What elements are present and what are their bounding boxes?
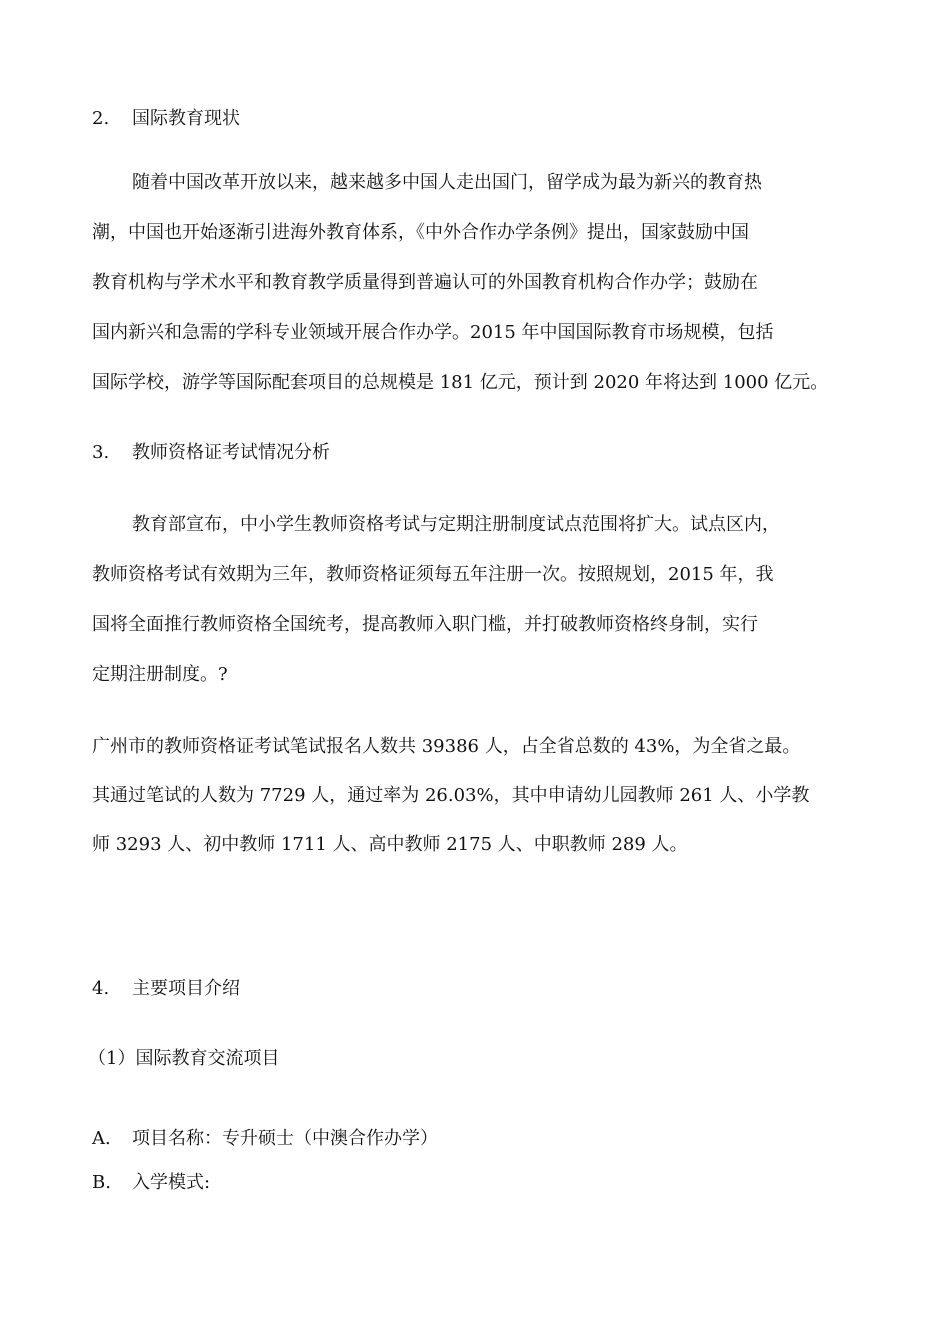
- paragraph-line: 定期注册制度。?: [92, 664, 228, 685]
- item-marker: A.: [92, 1128, 111, 1149]
- paragraph-line: 国将全面推行教师资格全国统考，提高教师入职门槛，并打破教师资格终身制，实行: [92, 614, 758, 635]
- project-item-a: [92, 1126, 438, 1152]
- paragraph-line: 随着中国改革开放以来，越来越多中国人走出国门，留学成为最为新兴的教育热: [132, 172, 762, 193]
- paragraph-line: 广州市的教师资格证考试笔试报名人数共 39386 人，占全省总数的 43%，为全省之最。: [92, 736, 801, 757]
- section-number: 4.: [92, 978, 110, 999]
- section-number: 3.: [92, 442, 110, 463]
- paragraph-line: 潮，中国也开始逐渐引进海外教育体系，《中外合作办学条例》提出，国家鼓励中国: [92, 222, 749, 243]
- paragraph-line: 国际学校，游学等国际配套项目的总规模是 181 亿元，预计到 2020 年将达到 1000 亿元。: [92, 372, 829, 393]
- paragraph-line: 教育部宣布，中小学生教师资格考试与定期注册制度试点范围将扩大。试点区内，: [132, 514, 780, 535]
- section-number: 2.: [92, 108, 110, 129]
- project-item-b: [92, 1170, 210, 1196]
- section-title: 国际教育现状: [132, 108, 240, 129]
- section-title: 主要项目介绍: [132, 978, 240, 999]
- paragraph-line: 其通过笔试的人数为 7729 人，通过率为 26.03%，其中申请幼儿园教师 261 人、小学教: [92, 785, 810, 806]
- subsection-heading: （1）国际教育交流项目: [88, 1048, 280, 1069]
- paragraph-line: 教育机构与学术水平和教育教学质量得到普遍认可的外国教育机构合作办学；鼓励在: [92, 272, 758, 293]
- section-3-heading: [92, 440, 330, 466]
- item-marker: B.: [92, 1172, 111, 1193]
- paragraph-line: 教师资格考试有效期为三年，教师资格证须每五年注册一次。按照规划，2015 年，我: [92, 564, 774, 585]
- item-text: 入学模式:: [132, 1172, 211, 1193]
- paragraph-line: 国内新兴和急需的学科专业领域开展合作办学。2015 年中国国际教育市场规模，包括: [92, 322, 774, 343]
- section-2-heading: [92, 106, 240, 132]
- section-4-heading: [92, 976, 240, 1002]
- item-text: 项目名称：专升硕士（中澳合作办学）: [132, 1128, 438, 1149]
- paragraph-line: 师 3293 人、初中教师 1711 人、高中教师 2175 人、中职教师 289 人。: [92, 834, 688, 855]
- section-title: 教师资格证考试情况分析: [132, 442, 330, 463]
